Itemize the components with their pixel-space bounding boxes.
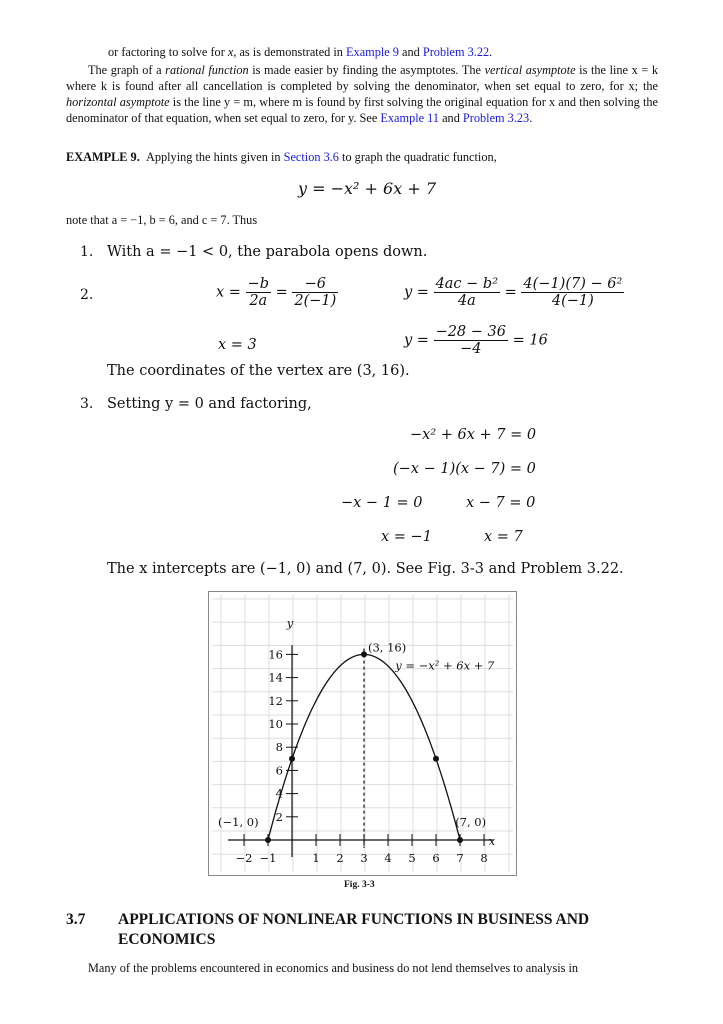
y-tick-label: 2 — [275, 809, 283, 824]
intro-line: or factoring to solve for x, as is demonstrated in Example 9 and Problem 3.22. — [108, 45, 493, 59]
curve-label: y = −x² + 6x + 7 — [395, 658, 495, 673]
section-body: Many of the problems encountered in economics and business do not lend themselves to analysis in — [88, 961, 579, 975]
example-heading: EXAMPLE 9. Applying the hints given in Section 3.6 to graph the quadratic function, — [66, 150, 497, 164]
factor-eq-1: −x² + 6x + 7 = 0 — [410, 427, 537, 443]
step-1-text: With a = −1 < 0, the parabola opens down. — [107, 244, 428, 260]
asymptote-paragraph: The graph of a rational function is made easier by finding the asymptotes. The vertical asymptote is the line x = k where k is found after all cancellation is completed by solving the denominator, when set equal to zero, for x; the horizontal asymptote is the line y = m, where m is found by first solving the original equation for x and then solving the denominator of that equation, when set equal to zero, for y. See Example 11 and Problem 3.23. — [66, 63, 659, 125]
intercepts-text: The x intercepts are (−1, 0) and (7, 0). See Fig. 3-3 and Problem 3.22. — [107, 561, 624, 577]
vertex-y-result: y = $\frac{-28 - 36}{-4}$ = 16 — [404, 324, 548, 357]
vertex-y-formula: y = $\frac{\text{4ac − b²}}{4a}$ = $\frac{\text{4(−1)(7) − 6²}}{4(-1)}$ — [404, 276, 623, 309]
y-tick-label: 16 — [268, 647, 283, 662]
link-section-3-6[interactable]: Section 3.6 — [283, 150, 339, 164]
x-tick-label: 6 — [432, 851, 440, 865]
section-number: 3.7 — [66, 911, 86, 928]
section-title: APPLICATIONS OF NONLINEAR FUNCTIONS IN BUSINESS AND ECONOMICS — [118, 911, 590, 948]
link-example-9[interactable]: Example 9 — [346, 45, 399, 59]
link-example-11[interactable]: Example 11 — [380, 111, 440, 125]
note-line: note that a = −1, b = 6, and c = 7. Thus — [66, 213, 258, 227]
x-tick-label: −1 — [259, 851, 277, 865]
x-tick-label: 7 — [456, 851, 464, 865]
y-tick-label: 10 — [268, 717, 283, 731]
y-tick-label: 8 — [275, 740, 283, 755]
data-point — [265, 837, 271, 843]
x-tick-label: 2 — [336, 851, 344, 865]
data-point — [289, 756, 295, 762]
x-tick-label: 4 — [384, 851, 392, 865]
figure-caption: Fig. 3-3 — [344, 880, 375, 890]
vertex-x-result: x = 3 — [218, 337, 257, 353]
y-tick-label: 12 — [268, 693, 283, 708]
vertex-coordinates-text: The coordinates of the vertex are (3, 16). — [107, 363, 410, 379]
main-equation: y = −x² + 6x + 7 — [298, 179, 436, 198]
x-tick-label: 5 — [408, 851, 416, 865]
parabola-figure — [208, 591, 517, 876]
step-number-2: 2. — [80, 287, 94, 303]
factor-eq-4a: x = −1 — [381, 529, 432, 545]
right-intercept-label: (7, 0) — [455, 815, 487, 829]
vertex-label: (3, 16) — [368, 640, 407, 655]
x-tick-label: 1 — [312, 851, 320, 865]
y-tick-label: 4 — [275, 786, 283, 801]
factor-eq-4b: x = 7 — [484, 529, 523, 545]
factor-eq-3b: x − 7 = 0 — [466, 495, 536, 511]
step-number-1: 1. — [80, 244, 94, 260]
left-intercept-label: (−1, 0) — [218, 815, 259, 829]
data-point — [457, 837, 463, 843]
x-tick-label: 8 — [480, 851, 488, 865]
factor-eq-2: (−x − 1)(x − 7) = 0 — [393, 461, 536, 477]
y-tick-label: 14 — [268, 670, 283, 685]
example-label: EXAMPLE 9. — [66, 150, 140, 164]
step-3-text: Setting y = 0 and factoring, — [107, 396, 312, 412]
y-axis-label: y — [286, 616, 294, 630]
y-tick-label: 6 — [275, 763, 283, 778]
vertex-x-formula: x = $\frac{-b}{2a}$ = $\frac{-6}{2(-1)}$ — [216, 276, 337, 309]
x-tick-label: −2 — [235, 851, 253, 865]
step-number-3: 3. — [80, 396, 94, 412]
factor-eq-3a: −x − 1 = 0 — [341, 495, 423, 511]
link-problem-3-23[interactable]: Problem 3.23 — [462, 111, 530, 125]
data-point — [433, 756, 439, 762]
data-point — [361, 651, 367, 657]
x-axis-label: x — [488, 834, 496, 848]
link-problem-3-22[interactable]: Problem 3.22 — [422, 45, 490, 59]
x-tick-label: 3 — [360, 851, 368, 865]
